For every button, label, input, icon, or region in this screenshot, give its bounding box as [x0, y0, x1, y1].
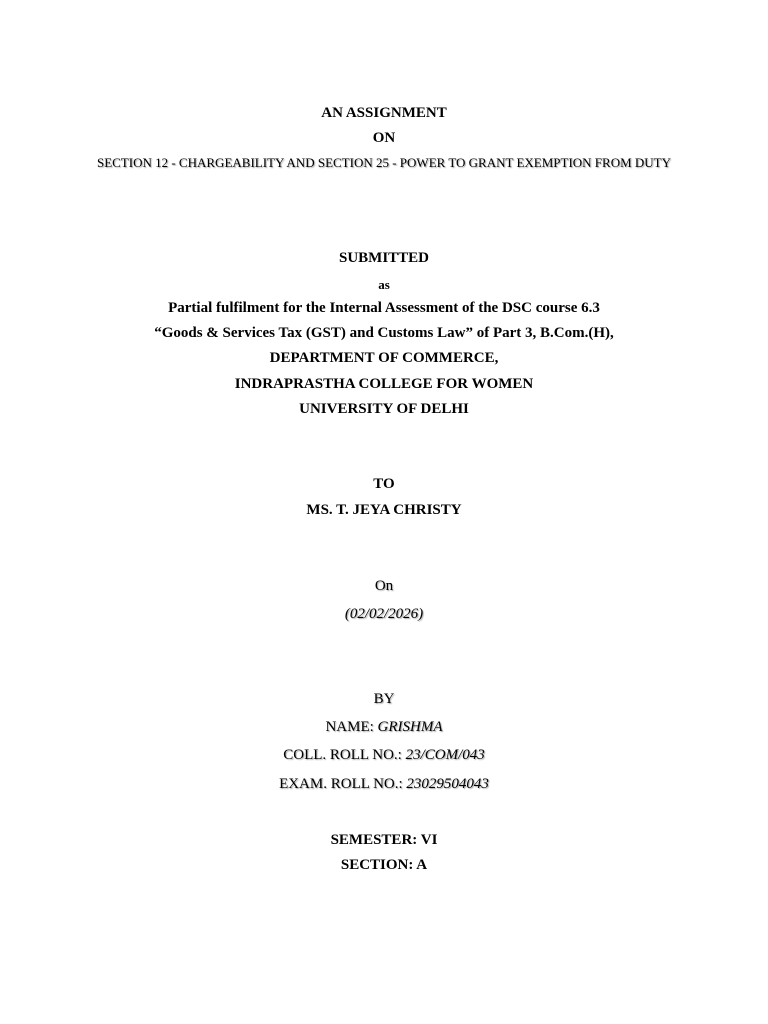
recipient-name: MS. T. JEYA CHRISTY [306, 502, 462, 518]
recipient-to: TO [373, 476, 395, 492]
department-name: DEPARTMENT OF COMMERCE, [269, 350, 499, 366]
exam-roll-label: EXAM. ROLL NO.: [279, 776, 407, 792]
submission-line-1: Partial fulfilment for the Internal Assessment of the DSC course 6.3 [168, 300, 600, 316]
college-name: INDRAPRASTHA COLLEGE FOR WOMEN [234, 376, 534, 392]
author-name-line [0, 720, 768, 735]
university-name: UNIVERSITY OF DELHI [299, 401, 469, 417]
assignment-topic: SECTION 12 - CHARGEABILITY AND SECTION 25 - POWER TO GRANT EXEMPTION FROM DUTY [96, 155, 672, 170]
section: SECTION: A [340, 857, 428, 873]
submission-line-2: “Goods & Services Tax (GST) and Customs Law” of Part 3, B.Com.(H), [154, 325, 614, 341]
title-on: ON [372, 130, 396, 146]
date-on: On [374, 578, 394, 594]
document-title: AN ASSIGNMENT [321, 105, 447, 121]
author-name-label: NAME: [325, 719, 378, 735]
exam-roll-line [0, 777, 768, 792]
author-name: GRISHMA [377, 719, 443, 735]
semester: SEMESTER: VI [330, 832, 438, 848]
submitted-as: as [378, 277, 390, 292]
submitted-heading: SUBMITTED [338, 250, 430, 266]
coll-roll-number: 23/COM/043 [405, 747, 485, 763]
coll-roll-line [0, 748, 768, 763]
coll-roll-label: COLL. ROLL NO.: [283, 747, 406, 763]
author-by: BY [373, 691, 395, 707]
exam-roll-number: 23029504043 [406, 776, 489, 792]
submission-date: (02/02/2026) [344, 606, 424, 622]
